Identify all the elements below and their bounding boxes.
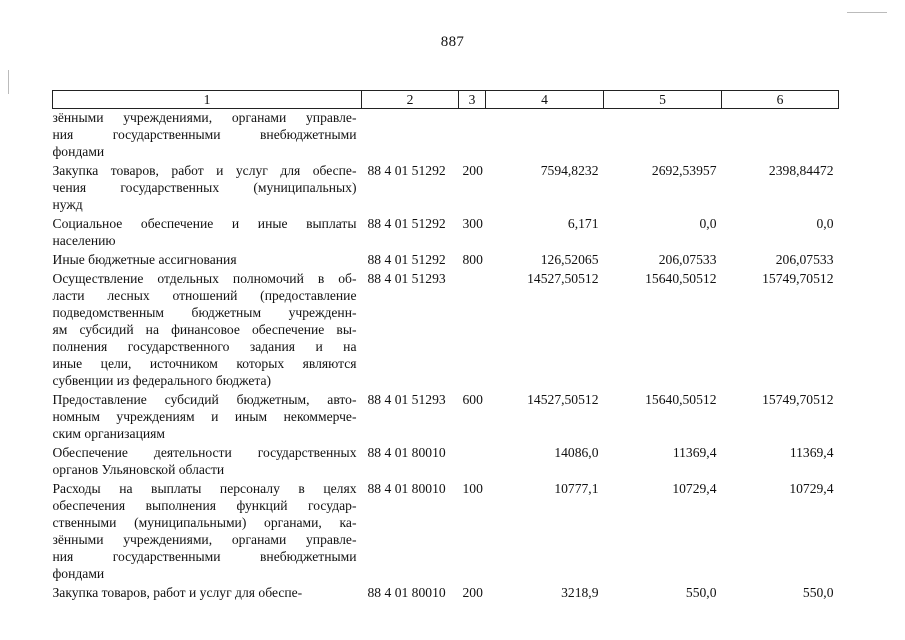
amount-col-6: 15749,70512	[762, 271, 834, 286]
column-header-2: 2	[362, 91, 459, 109]
amount-col-4: 14527,50512	[527, 271, 599, 286]
amount-col-4: 14086,0	[554, 445, 599, 460]
description-line: Закупка товаров, работ и услуг для обеспе-	[52, 163, 357, 178]
description-line: Расходы на выплаты персоналу в целях	[52, 481, 357, 496]
row-description	[53, 442, 362, 478]
target-article-code: 88 4 01 51293	[367, 271, 446, 286]
description-line: иные цели, источником которых являются	[52, 356, 357, 371]
description-line: Социальное обеспечение и иные выплаты	[52, 216, 357, 231]
description-line: ласти лесных отношений (предоставление	[52, 288, 357, 303]
amount-col-6: 10729,4	[789, 481, 834, 496]
amount-col-5: 550,0	[685, 585, 717, 600]
amount-col-4: 7594,8232	[540, 163, 599, 178]
amount-col-5: 15640,50512	[645, 271, 717, 286]
target-article-code: 88 4 01 51292	[367, 216, 446, 231]
amount-col-4: 10777,1	[554, 481, 599, 496]
table-row	[53, 160, 839, 213]
table-row	[53, 249, 839, 268]
description-line: фондами	[52, 566, 105, 581]
description-line: населению	[52, 233, 116, 248]
amount-col-4: 3218,9	[561, 585, 599, 600]
description-line: фондами	[52, 144, 105, 159]
amount-col-5	[604, 109, 722, 161]
table-row	[53, 389, 839, 442]
column-header-4: 4	[486, 91, 604, 109]
amount-col-6	[722, 109, 839, 161]
table-row	[53, 442, 839, 478]
target-article-code: 88 4 01 80010	[367, 585, 446, 600]
row-description	[53, 160, 362, 213]
amount-col-6: 206,07533	[775, 252, 834, 267]
target-article-code: 88 4 01 51292	[367, 163, 446, 178]
table-row	[53, 478, 839, 582]
amount-col-6: 2398,84472	[768, 163, 834, 178]
description-line: номным учреждениям и иным некоммерче-	[52, 409, 357, 424]
expense-type-code: 200	[462, 163, 483, 178]
expense-type-code: 600	[462, 392, 483, 407]
amount-col-5: 15640,50512	[645, 392, 717, 407]
row-description	[53, 249, 362, 268]
row-description	[53, 478, 362, 582]
row-description	[53, 109, 362, 161]
table-row	[53, 268, 839, 389]
amount-col-6: 15749,70512	[762, 392, 834, 407]
column-header-5: 5	[604, 91, 722, 109]
description-line: Иные бюджетные ассигнования	[52, 252, 237, 267]
table-row	[53, 213, 839, 249]
amount-col-4: 126,52065	[540, 252, 599, 267]
description-line: зёнными учреждениями, органами управле-	[52, 110, 357, 125]
description-line: Закупка товаров, работ и услуг для обеспе-	[52, 585, 303, 600]
amount-col-6: 11369,4	[789, 445, 834, 460]
row-description	[53, 268, 362, 389]
description-line: Предоставление субсидий бюджетным, авто-	[52, 392, 357, 407]
column-header-1: 1	[53, 91, 362, 109]
amount-col-5: 2692,53957	[651, 163, 717, 178]
expense-type-code: 300	[462, 216, 483, 231]
target-article-code: 88 4 01 80010	[367, 445, 446, 460]
scan-mark-top-right	[847, 12, 887, 13]
budget-table	[52, 90, 839, 601]
amount-col-5: 11369,4	[672, 445, 717, 460]
description-line: нужд	[52, 197, 83, 212]
scan-mark-left-edge	[8, 70, 9, 94]
description-line: ственными (муниципальными) органами, ка-	[52, 515, 357, 530]
row-description	[53, 213, 362, 249]
row-description	[53, 582, 362, 601]
description-line: полнения государственного задания и на	[52, 339, 357, 354]
description-line: Осуществление отдельных полномочий в об-	[52, 271, 357, 286]
amount-col-4	[486, 109, 604, 161]
expense-type-code	[459, 109, 486, 161]
description-line: обеспечения выполнения функций государ-	[52, 498, 357, 513]
description-line: зёнными учреждениями, органами управле-	[52, 532, 357, 547]
description-line: чения государственных (муниципальных)	[52, 180, 357, 195]
table-row	[53, 109, 839, 161]
amount-col-6: 0,0	[816, 216, 834, 231]
description-line: Обеспечение деятельности государственных	[52, 445, 357, 460]
column-numbers-row	[53, 91, 839, 109]
expense-type-code: 200	[462, 585, 483, 600]
amount-col-6: 550,0	[802, 585, 834, 600]
description-line: ния государственными внебюджетными	[52, 549, 357, 564]
amount-col-5: 10729,4	[672, 481, 717, 496]
expense-type-code: 100	[462, 481, 483, 496]
target-article-code: 88 4 01 51292	[367, 252, 446, 267]
description-line: ским организациям	[52, 426, 165, 441]
table-row	[53, 582, 839, 601]
target-article-code	[362, 109, 459, 161]
description-line: субвенции из федерального бюджета)	[52, 373, 272, 388]
amount-col-4: 6,171	[567, 216, 599, 231]
description-line: ям субсидий на финансовое обеспечение вы-	[52, 322, 357, 337]
description-line: органов Ульяновской области	[52, 462, 225, 477]
column-header-6: 6	[722, 91, 839, 109]
amount-col-4: 14527,50512	[527, 392, 599, 407]
amount-col-5: 206,07533	[658, 252, 717, 267]
description-line: подведомственным бюджетным учрежденн-	[52, 305, 357, 320]
page-number: 887	[440, 34, 465, 50]
column-header-3: 3	[459, 91, 486, 109]
target-article-code: 88 4 01 80010	[367, 481, 446, 496]
expense-type-code: 800	[462, 252, 483, 267]
row-description	[53, 389, 362, 442]
amount-col-5: 0,0	[699, 216, 717, 231]
expense-type-code	[459, 442, 486, 478]
target-article-code: 88 4 01 51293	[367, 392, 446, 407]
expense-type-code	[459, 268, 486, 389]
description-line: ния государственными внебюджетными	[52, 127, 357, 142]
